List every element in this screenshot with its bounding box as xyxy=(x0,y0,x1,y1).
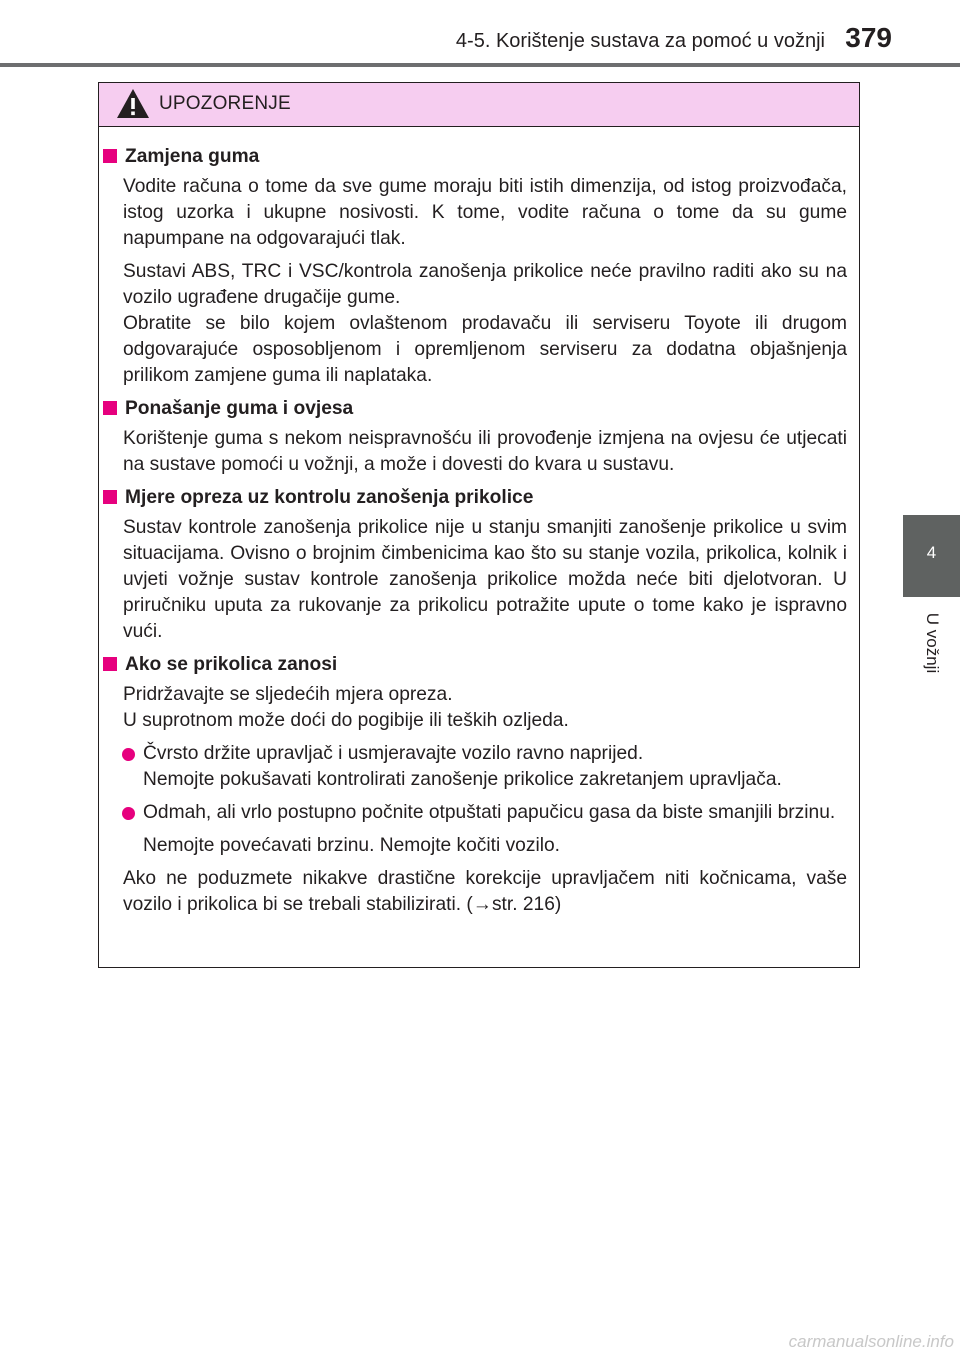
square-bullet-icon xyxy=(103,401,117,415)
chapter-label-area xyxy=(903,597,960,689)
section-tire-replacement xyxy=(99,144,859,389)
paragraph: Vodite računa o tome da sve gume moraju biti istih dimenzija, od istog proizvođača, istog uzorka i ukupne nosivosti. K tome, vodite računa o tome da su gume napumpane na odgovarajući tlak. xyxy=(123,176,847,249)
watermark: carmanualsonline.info xyxy=(788,1332,954,1351)
bullet-item: Odmah, ali vrlo postupno počnite otpuštati papučicu gasa da biste smanjili brzinu. xyxy=(99,800,859,826)
section-tire-suspension xyxy=(99,396,859,478)
section-sway-control-precautions xyxy=(99,485,859,645)
paragraph: Pridržavajte se sljedećih mjera opreza. xyxy=(123,684,453,705)
chapter-tab xyxy=(903,515,960,597)
bullet-item: Čvrsto držite upravljač i usmjeravajte vozilo ravno naprijed. Nemojte pokušavati kontrolirati zanošenje prikolice zakretanjem upravljača. xyxy=(99,741,859,793)
warning-title: UPOZORENJE xyxy=(159,93,291,114)
page-header xyxy=(0,0,960,66)
bullet-note: Nemojte povećavati brzinu. Nemojte kočiti vozilo. xyxy=(143,835,560,856)
warning-header xyxy=(99,83,859,127)
square-bullet-icon xyxy=(103,657,117,671)
section-title: Ako se prikolica zanosi xyxy=(99,652,859,678)
header-title: 4-5. Korištenje sustava za pomoć u vožnji xyxy=(455,30,825,52)
header-rule xyxy=(0,63,960,67)
paragraph: Sustavi ABS, TRC i VSC/kontrola zanošenja prikolice neće pravilno raditi ako su na vozilo ugrađene drugačije gume. xyxy=(123,261,847,308)
chapter-label: U vožnji xyxy=(922,612,942,674)
warning-box xyxy=(98,82,860,968)
square-bullet-icon xyxy=(103,490,117,504)
section-title: Mjere opreza uz kontrolu zanošenja prikolice xyxy=(99,485,859,511)
square-bullet-icon xyxy=(103,149,117,163)
circle-bullet-icon xyxy=(122,807,135,820)
paragraph: Ako ne poduzmete nikakve drastične korekcije upravljačem niti kočnicama, vaše vozilo i prikolica bi se trebali stabilizirati. (→str. 216) xyxy=(123,868,847,915)
warning-triangle-icon xyxy=(116,88,150,119)
paragraph: Sustav kontrole zanošenja prikolice nije u stanju smanjiti zanošenje prikolice u svim situacijama. Ovisno o brojnim čimbenicima kao što su stanje vozila, prikolica, kolnik i uvjeti vožnje sustav kontrole zanošenja prikolice možda neće biti djelotvoran. U priručniku uputa za rukovanje za prikolicu potražite upute o tome kako je ispravno vući. xyxy=(123,517,847,642)
warning-content xyxy=(99,144,859,925)
section-trailer-sways xyxy=(99,652,859,918)
chapter-number: 4 xyxy=(926,543,937,562)
section-title: Ponašanje guma i ovjesa xyxy=(99,396,859,422)
paragraph: U suprotnom može doći do pogibije ili teških ozljeda. xyxy=(123,710,569,731)
paragraph: Obratite se bilo kojem ovlaštenom prodavaču ili serviseru Toyote ili drugom odgovarajuće osposobljenom i opremljenom serviseru za dodatna objašnjenja prilikom zamjene guma ili naplataka. xyxy=(123,313,847,386)
page-number: 379 xyxy=(845,22,892,53)
section-title: Zamjena guma xyxy=(99,144,859,170)
circle-bullet-icon xyxy=(122,748,135,761)
paragraph: Korištenje guma s nekom neispravnošću ili provođenje izmjena na ovjesu će utjecati na sustave pomoći u vožnji, a može i dovesti do kvara u sustavu. xyxy=(123,428,847,475)
